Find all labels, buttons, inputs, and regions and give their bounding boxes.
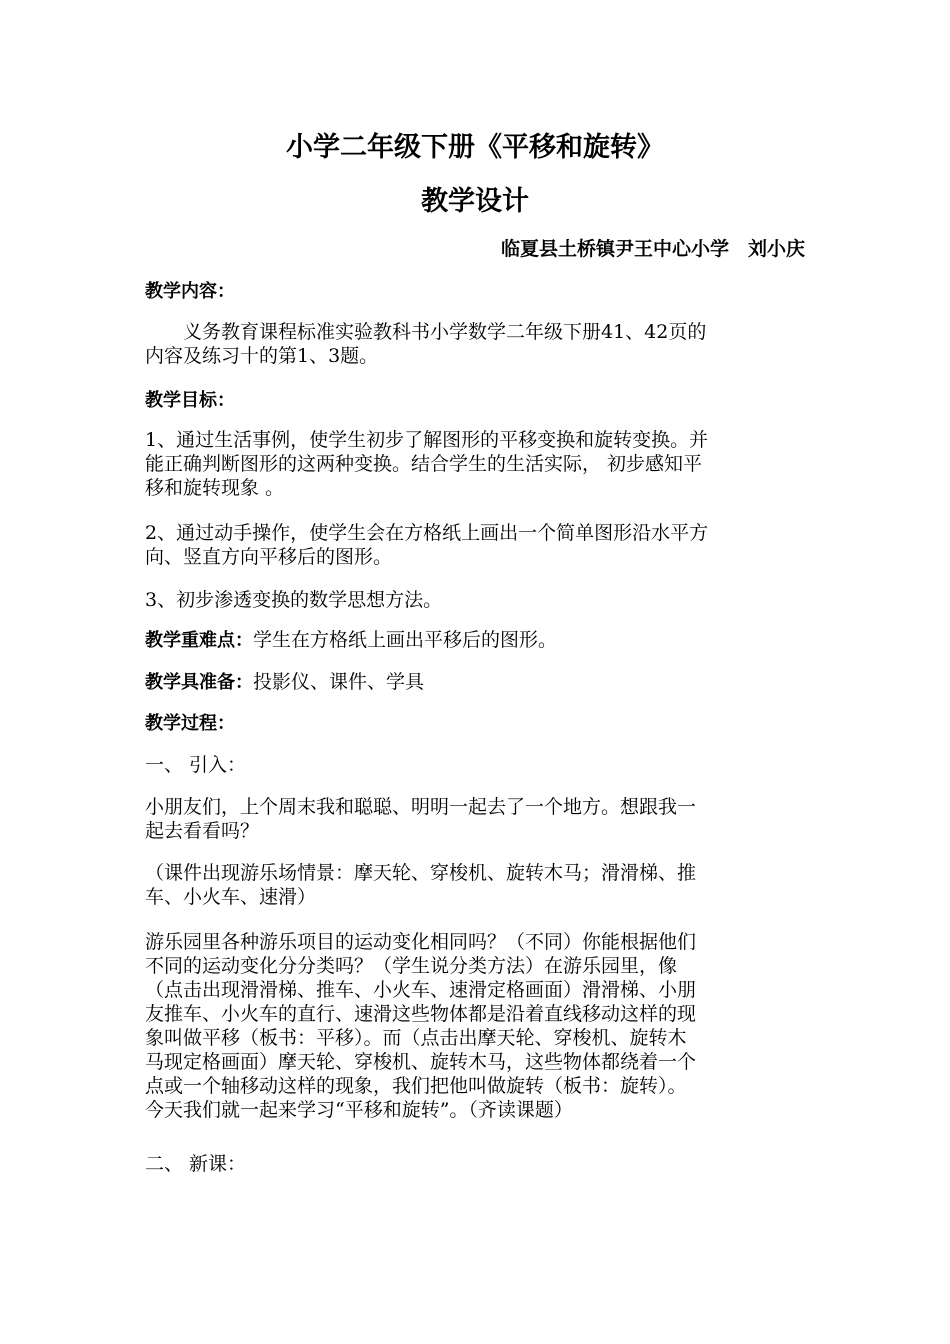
process-step-2 [145,1152,807,1176]
key-points-row [145,628,807,653]
goal-1-line-1: 1、通过生活事例，使学生初步了解图形的平移变换和旋转变换。并 [145,429,709,451]
process-paragraph-3-line-7: 点或一个轴移动这样的现象，我们把他叫做旋转（板书：旋转）。 [145,1075,687,1097]
goal-3-line: 3、初步渗透变换的数学思想方法。 [145,589,443,611]
process-paragraph-3-line-4: 友推车、小火车的直行、速滑这些物体都是沿着直线移动这样的现 [145,1003,697,1025]
process-paragraph-3-line-5: 象叫做平移（板书：平移）。而（点击出摩天轮、穿梭机、旋转木 [145,1027,687,1049]
process-paragraph-3-line-3: （点击出现滑滑梯、推车、小火车、速滑定格画面）滑滑梯、小朋 [145,979,697,1001]
document-title: 小学二年级下册《平移和旋转》 [286,132,664,163]
goal-2 [145,521,807,569]
process-step-2-text: 二、 新课： [145,1153,247,1175]
content-line-1: 义务教育课程标准实验教科书小学数学二年级下册41、42页的 [183,321,707,343]
process-paragraph-2 [145,861,807,909]
goals-heading: 教学目标： [145,390,235,411]
process-paragraph-3-line-6: 马现定格画面）摩天轮、穿梭机、旋转木马，这些物体都绕着一个 [145,1051,697,1073]
content-line-2: 内容及练习十的第1、3题。 [145,345,379,367]
process-paragraph-2-line-2: 车、小火车、速滑） [145,886,317,908]
process-paragraph-3-line-1: 游乐园里各种游乐项目的运动变化相同吗？（不同）你能根据他们 [145,931,697,953]
goal-1 [145,428,807,500]
process-paragraph-3-line-8: 今天我们就一起来学习“平移和旋转”。（齐读课题） [145,1099,573,1121]
process-paragraph-3 [145,930,807,1122]
content-heading: 教学内容： [145,281,235,302]
goal-2-line-2: 向、竖直方向平移后的图形。 [145,546,393,568]
process-heading: 教学过程： [145,713,235,734]
preparation-text: 投影仪、课件、学具 [253,671,425,693]
process-paragraph-3-line-2: 不同的运动变化分分类吗？（学生说分类方法）在游乐园里，像 [145,955,678,977]
process-step-1-text: 一、 引入： [145,754,247,776]
process-paragraph-1-line-1: 小朋友们，上个周末我和聪聪、明明一起去了一个地方。想跟我一 [145,796,697,818]
goal-1-line-3: 移和旋转现象 。 [145,477,285,499]
process-paragraph-1-line-2: 起去看看吗？ [145,820,260,842]
process-step-1 [145,753,807,777]
document-subtitle: 教学设计 [421,186,529,217]
key-points-text: 学生在方格纸上画出平移后的图形。 [253,629,558,651]
key-points-heading: 教学重难点： [145,630,253,651]
goal-1-line-2: 能正确判断图形的这两种变换。结合学生的生活实际， 初步感知平 [145,453,703,475]
author-line: 临夏县土桥镇尹王中心小学 刘小庆 [500,238,805,260]
content-paragraph [145,320,807,368]
process-paragraph-2-line-1: （课件出现游乐场情景：摩天轮、穿梭机、旋转木马；滑滑梯、推 [145,862,697,884]
preparation-heading: 教学具准备： [145,672,253,693]
goal-3 [145,588,807,612]
process-paragraph-1 [145,795,807,843]
goal-2-line-1: 2、通过动手操作，使学生会在方格纸上画出一个简单图形沿水平方 [145,522,709,544]
preparation-row [145,670,807,695]
